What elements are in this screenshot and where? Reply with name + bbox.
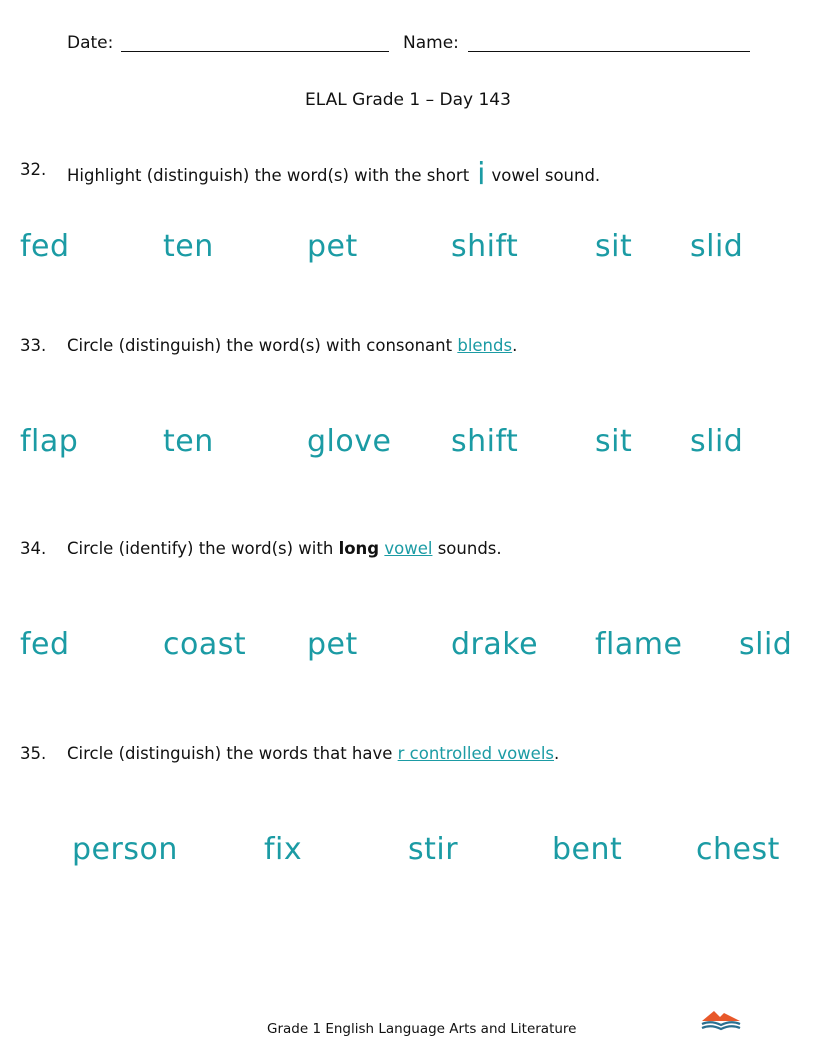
date-field-line[interactable] [121, 51, 389, 52]
word-option[interactable]: shift [451, 229, 519, 264]
word-option[interactable]: ten [163, 424, 214, 459]
question-32 [0, 157, 816, 192]
word-option[interactable]: pet [307, 229, 358, 264]
question-33 [0, 336, 816, 360]
vowel-link[interactable]: vowel [384, 539, 433, 558]
word-option[interactable]: coast [163, 627, 247, 662]
page-title: ELAL Grade 1 – Day 143 [305, 90, 511, 110]
question-number: 34. [20, 539, 47, 558]
word-option[interactable]: chest [696, 832, 780, 867]
word-option[interactable]: flap [20, 424, 79, 459]
footer-text: Grade 1 English Language Arts and Literature [267, 1021, 577, 1037]
name-label: Name: [403, 33, 459, 53]
word-option[interactable]: slid [690, 229, 744, 264]
book-logo-icon [700, 1007, 742, 1037]
question-text-after: . [554, 744, 560, 763]
question-text-before: Circle (distinguish) the word(s) with consonant [67, 336, 458, 355]
word-option[interactable]: fed [20, 229, 70, 264]
word-option[interactable]: bent [552, 832, 623, 867]
question-text [67, 336, 517, 355]
question-text-before: Highlight (distinguish) the word(s) with the short [67, 166, 470, 185]
word-option[interactable]: glove [307, 424, 392, 459]
blends-link[interactable]: blends [457, 336, 513, 355]
question-text-after: vowel sound. [491, 166, 601, 185]
question-text [67, 157, 601, 192]
word-option[interactable]: fix [264, 832, 303, 867]
long-bold-word: long [338, 539, 380, 558]
question-text-after: sounds. [432, 539, 502, 558]
question-number: 33. [20, 336, 47, 355]
date-label: Date: [67, 33, 114, 53]
word-option[interactable]: slid [690, 424, 744, 459]
word-option[interactable]: sit [595, 229, 633, 264]
question-number: 32. [20, 160, 47, 179]
question-34 [0, 539, 816, 563]
word-option[interactable]: flame [595, 627, 683, 662]
name-field-line[interactable] [468, 51, 750, 52]
question-text-after: . [512, 336, 518, 355]
question-text [67, 744, 559, 763]
question-text-before: Circle (distinguish) the words that have [67, 744, 398, 763]
word-option[interactable]: ten [163, 229, 214, 264]
word-option[interactable]: shift [451, 424, 519, 459]
r-controlled-vowels-link[interactable]: r controlled vowels [397, 744, 555, 763]
question-35 [0, 744, 816, 768]
question-text-before: Circle (identify) the word(s) with [67, 539, 339, 558]
word-option[interactable]: person [72, 832, 178, 867]
word-option[interactable]: pet [307, 627, 358, 662]
short-i-letter: i [477, 157, 486, 192]
word-option[interactable]: fed [20, 627, 70, 662]
word-option[interactable]: sit [595, 424, 633, 459]
question-text [67, 539, 502, 558]
word-option[interactable]: drake [451, 627, 539, 662]
word-option[interactable]: stir [408, 832, 459, 867]
word-option[interactable]: slid [739, 627, 793, 662]
question-number: 35. [20, 744, 47, 763]
